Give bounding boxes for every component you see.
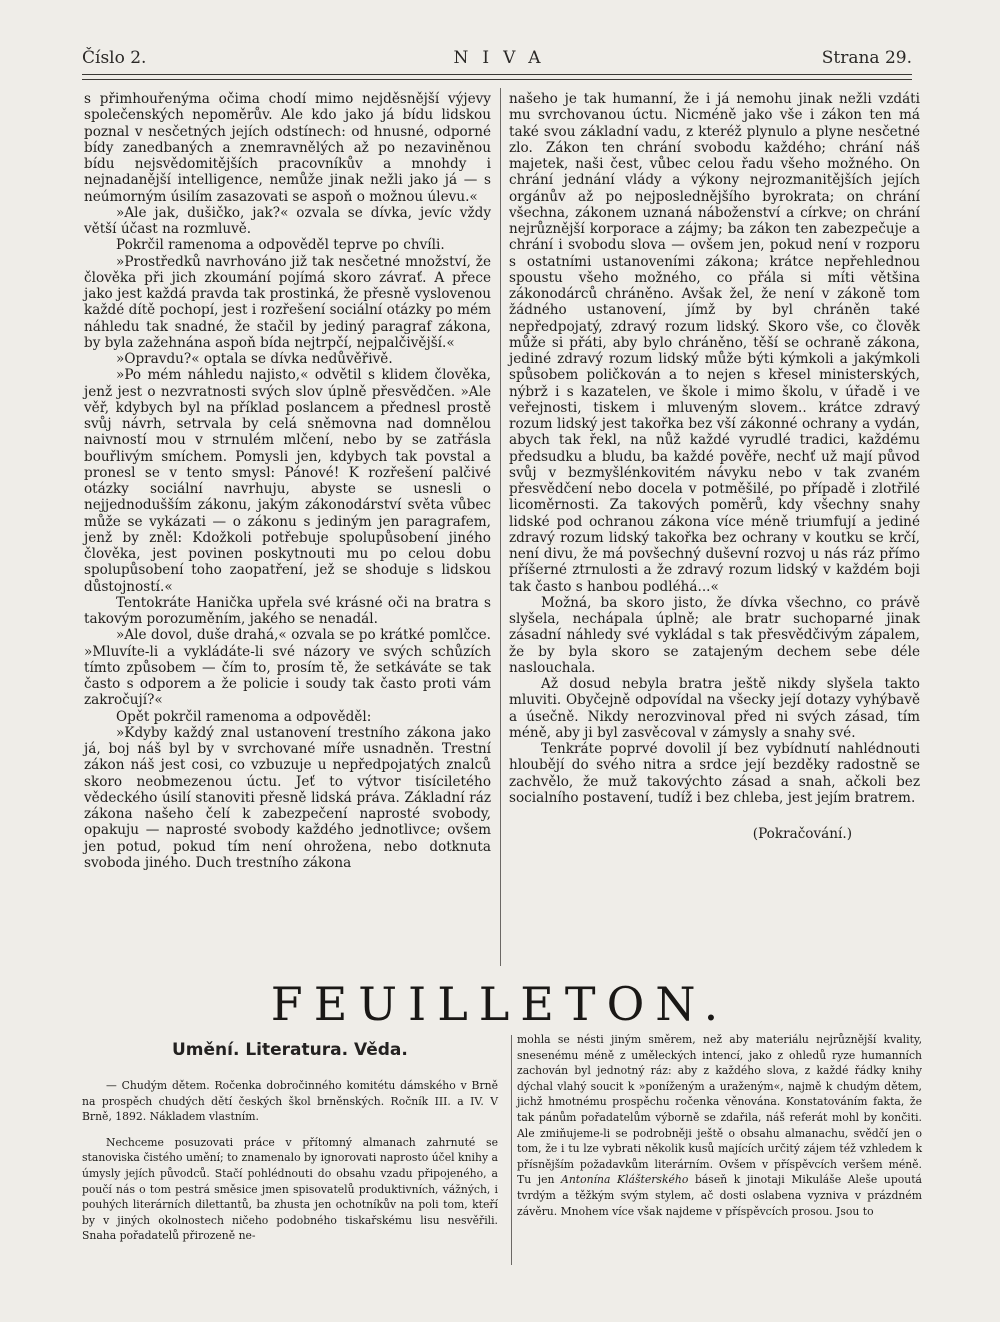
review-column-right xyxy=(517,1032,922,1219)
continuation-note: (Pokračování.) xyxy=(752,826,852,842)
paragraph: Opět pokrčil ramenoma a odpověděl: xyxy=(116,708,372,725)
paragraph: Tentokráte Hanička upřela své krásné oči na bratra s takovým porozuměním, jakého se nenadál. xyxy=(84,594,491,627)
paragraph: »Prostředků navrhováno již tak nesčetné množství, že člověka při jich zkoumání pojímá skoro závrať. A přece jako jest každá pravda tak prostinká, že přesně vyslovenou každé dítě pochopí, jest i rozřešení sociální otázky po mém náhledu tak snadné, že stačil by jediný paragraf zákona, by byla zažehnána aspoň bída nejtrpčí, nejpalčivější.« xyxy=(84,253,491,351)
review-column-left xyxy=(82,1078,498,1244)
paragraph: Možná, ba skoro jisto, že dívka všechno, co právě slyšela, nechápala úplně; ale bratr suchoparné jinak zásadní náhledy své vykládal s tak přesvědčivým zápalem, že by byla skoro se zatajeným dechem sebe déle naslouchala. xyxy=(509,594,920,676)
review-paragraph xyxy=(517,1032,922,1219)
story-column-right xyxy=(509,91,920,842)
paragraph: Tenkráte poprvé dovolil jí bez vybídnutí nahlédnouti hloubějí do svého nitra a srdce její bezděky radostně se zachvělo, že muž takovýchto zásad a snah, ačkoli bez socialního postavení, tudíž i bez chleba, jest jejím bratrem. xyxy=(509,741,920,806)
review-heading: — Chudým dětem. Ročenka dobročinného komitétu dámského v Brně na prospěch chudých dětí českých škol brněnských. Ročník III. a IV. V Brně, 1892. Nákladem vlastním. xyxy=(82,1079,498,1124)
feuilleton-column-divider xyxy=(511,1035,512,1265)
story-column-left xyxy=(84,91,491,871)
paragraph: Až dosud nebyla bratra ještě nikdy slyšela takto mluviti. Obyčejně odpovídal na všecky její dotazy vyhýbavě a úsečně. Nikdy nerozvinoval před ni svých zásad, tím méně, aby ji byl zasvěcoval v zámysly a snahy své. xyxy=(509,676,920,741)
paragraph: »Kdyby každý znal ustanovení trestního zákona jako já, boj náš byl by v svrchované míře usnadněn. Trestní zákon náš jest cosi, co vzbuzuje u nepředpojatých znalců skoro neobmezenou úctu. Jeť to výtvor tisíciletého vědeckého úsilí stanoviti přesně lidská práva. Základní ráz zákona našeho čelí k zabezpečení naprosté svobody, opakuju — naprosté svobody každého jednotlivce; ovšem jen potud, pokud tím není ohrožena, nebo dotknuta svoboda jiného. Duch trestního zákona xyxy=(84,724,491,871)
review-text: báseň k jinotaji Mikuláše Aleše upoutá tvrdým a těžkým svým stylem, ač dosti oslabena vyzniva v prázdném závěru. Mnohem více však najdeme v příspěvcích prosou. Jsou to xyxy=(517,1173,922,1218)
section-title: Umění. Literatura. Věda. xyxy=(172,1040,408,1060)
header-double-rule xyxy=(82,74,912,80)
paragraph: s přimhouřenýma očima chodí mimo nejděsnější výjevy společenských nepoměrův. Ale kdo jako já bídu lidskou poznal v nesčetných jejích odstínech: od hnusné, odporné bídy zanedbaných a znemravnělých až po nezaviněnou bídu nejsvědomitějších pracovníkův a mnohdy i nejnadanější intelligence, nemůže jinak nežli jako já — s neúmorným úsilím zasazovati se aspoň o možnou úlevu.« xyxy=(84,91,491,205)
review-text: mohla se nésti jiným směrem, než aby materiálu nejrůznější kvality, snesenému méně z uměleckých intencí, jako z ohledů ryze humanních zachován byl jednotný ráz: aby z každého slova, z každé řádky knihy dýchal vlahý soucit k »poníženým a uraženým«, najmě k chudým dětem, jichž hmotnému prospěchu ročenka věnována. Konstatováním fakta, že tak pánům pořadatelům výborně se zdařila, náš referát mohl by končiti. Ale zmiňujeme-li se podrobněji ještě o obsahu almanachu, svědčí jen o tom, že i tu lze vybrati několik kusů majících určitý zájem též vzhledem k přísnějším požadavkům literárním. Ovšem v příspěvcích veršem méně. Tu jen xyxy=(517,1033,922,1187)
paragraph: »Po mém náhledu najisto,« odvětil s klidem člověka, jenž jest o nezvratnosti svých slov úplně přesvědčen. »Ale věř, kdybych byl na příklad poslancem a přednesl prostě svůj návrh, setrvala by celá sněmovna nad domnělou naivností mou v strnulém mlčení, nebo by se zatřásla bouřlivým smíchem. Pomysli jen, kdybych tak povstal a pronesl se v tento smysl: Pánové! K rozřešení palčivé otázky sociální navrhuju, abyste se usnesli o nejjednodušším zákonu, jakým zákonodárství světa vůbec může se vykázati — o zákonu s jediným jen paragrafem, jenž by zněl: Kdožkoli potřebuje spolupůsobení jiného člověka, jest povinen poskytnouti mu po celou dobu spolupůsobení toho zaopatření, jež se shoduje s lidskou důstojností.« xyxy=(84,367,491,595)
feuilleton-heading: FEUILLETON. xyxy=(270,977,730,1031)
column-divider xyxy=(500,88,501,966)
author-name: Antonína Klášterského xyxy=(561,1173,689,1187)
masthead-niva: NIVA xyxy=(453,48,555,68)
paragraph: »Ale dovol, duše drahá,« ozvala se po krátké pomlčce. »Mluvíte-li a vykládáte-li své názory ve svých schůzích tímto způsobem — čím to, prosím tě, že setkáváte se tak často s odporem a že policie i soudy tak často proti vám zakročují?« xyxy=(84,627,491,709)
paragraph: našeho je tak humanní, že i já nemohu jinak nežli vzdáti mu svrchovanou úctu. Nicméně jako vše i zákon ten má také svou základní vadu, z kteréž plynulo a plyne nesčetné zlo. Zákon ten chrání svobodu každého; chrání náš majetek, naši čest, vůbec celou řadu všeho možného. On chrání jednání vlády a výkony nejrozmanitějších jejích orgánův až po nejposlednějšího byrokrata; on chrání všechna, zákonem uznaná náboženství a církve; on chrání nejrůznější korporace a zájmy; ba zákon ten zabezpečuje a chrání i svobodu slova — ovšem jen, pokud není v rozporu s ostatními ustanoveními zákona; krátce nepřehlednou spoustu všeho možného, co přála si míti většina zákonodárců chráněno. Avšak žel, že není v zákoně tom žádného ustanovení, jímž by byl chráněn také nepředpojatý, zdravý rozum lidský. Skoro vše, co člověk může si přáti, aby bylo chráněno, těší se ochraně zákona, jediné zdravý rozum lidský může býti kýmkoli a jakýmkoli spůsobem poličkován a to nejen s křesel ministerských, nýbrž i s kazatelen, ve škole i mimo školu, v úřadě i ve veřejnosti, tiskem i mluveným slovem.. krátce zdravý rozum lidský jest takořka bez vší zákonné ochrany a vydán, abych tak řekl, na nůž každé vyrudlé tradici, každému předsudku a bludu, ba každé pověře, nechť už mají původ svůj v bezmyšlénkovitém návyku nebo v tak zvaném přesvědčení nebo docela v potměšilé, po případě i zlotřilé licoměrnosti. Za takových poměrů, kdy všechny snahy lidské pod ochranou zákona více méně triumfují a jediné zdravý rozum lidský takořka bez ochrany v koutku se krčí, není divu, že má povšechný duševní rozvoj u nás ráz přímo příšerné ztrnulosti a že zdravý rozum lidský v každém boji tak často s hanbou podléhá...« xyxy=(509,91,920,595)
issue-number: Číslo 2. xyxy=(82,48,147,68)
page-number: Strana 29. xyxy=(821,48,912,68)
paragraph: »Ale jak, dušičko, jak?« ozvala se dívka, jevíc vždy větší účast na rozmluvě. xyxy=(84,204,491,237)
review-paragraph: Nechceme posuzovati práce v přítomný almanach zahrnuté se stanoviska čistého umění; to znamenalo by ignorovati naprosto účel knihy a úmysly jejích původců. Stačí pohlédnouti do obsahu vzadu připojeného, a poučí nás o tom pestrá směsice jmen spisovatelů produktivních, vážných, i pouhých literárních dilettantů, ba zhusta jen ochotníkův na poli tom, kteří by v jiných okolnostech ničeho podobného tiskařskému lisu nesvěřili. Snaha pořadatelů přirozeně ne- xyxy=(82,1135,498,1243)
page-header xyxy=(82,48,912,74)
paragraph: Pokrčil ramenoma a odpověděl teprve po chvíli. xyxy=(116,237,445,254)
paragraph: »Opravdu?« optala se dívka nedůvěřivě. xyxy=(116,351,393,367)
